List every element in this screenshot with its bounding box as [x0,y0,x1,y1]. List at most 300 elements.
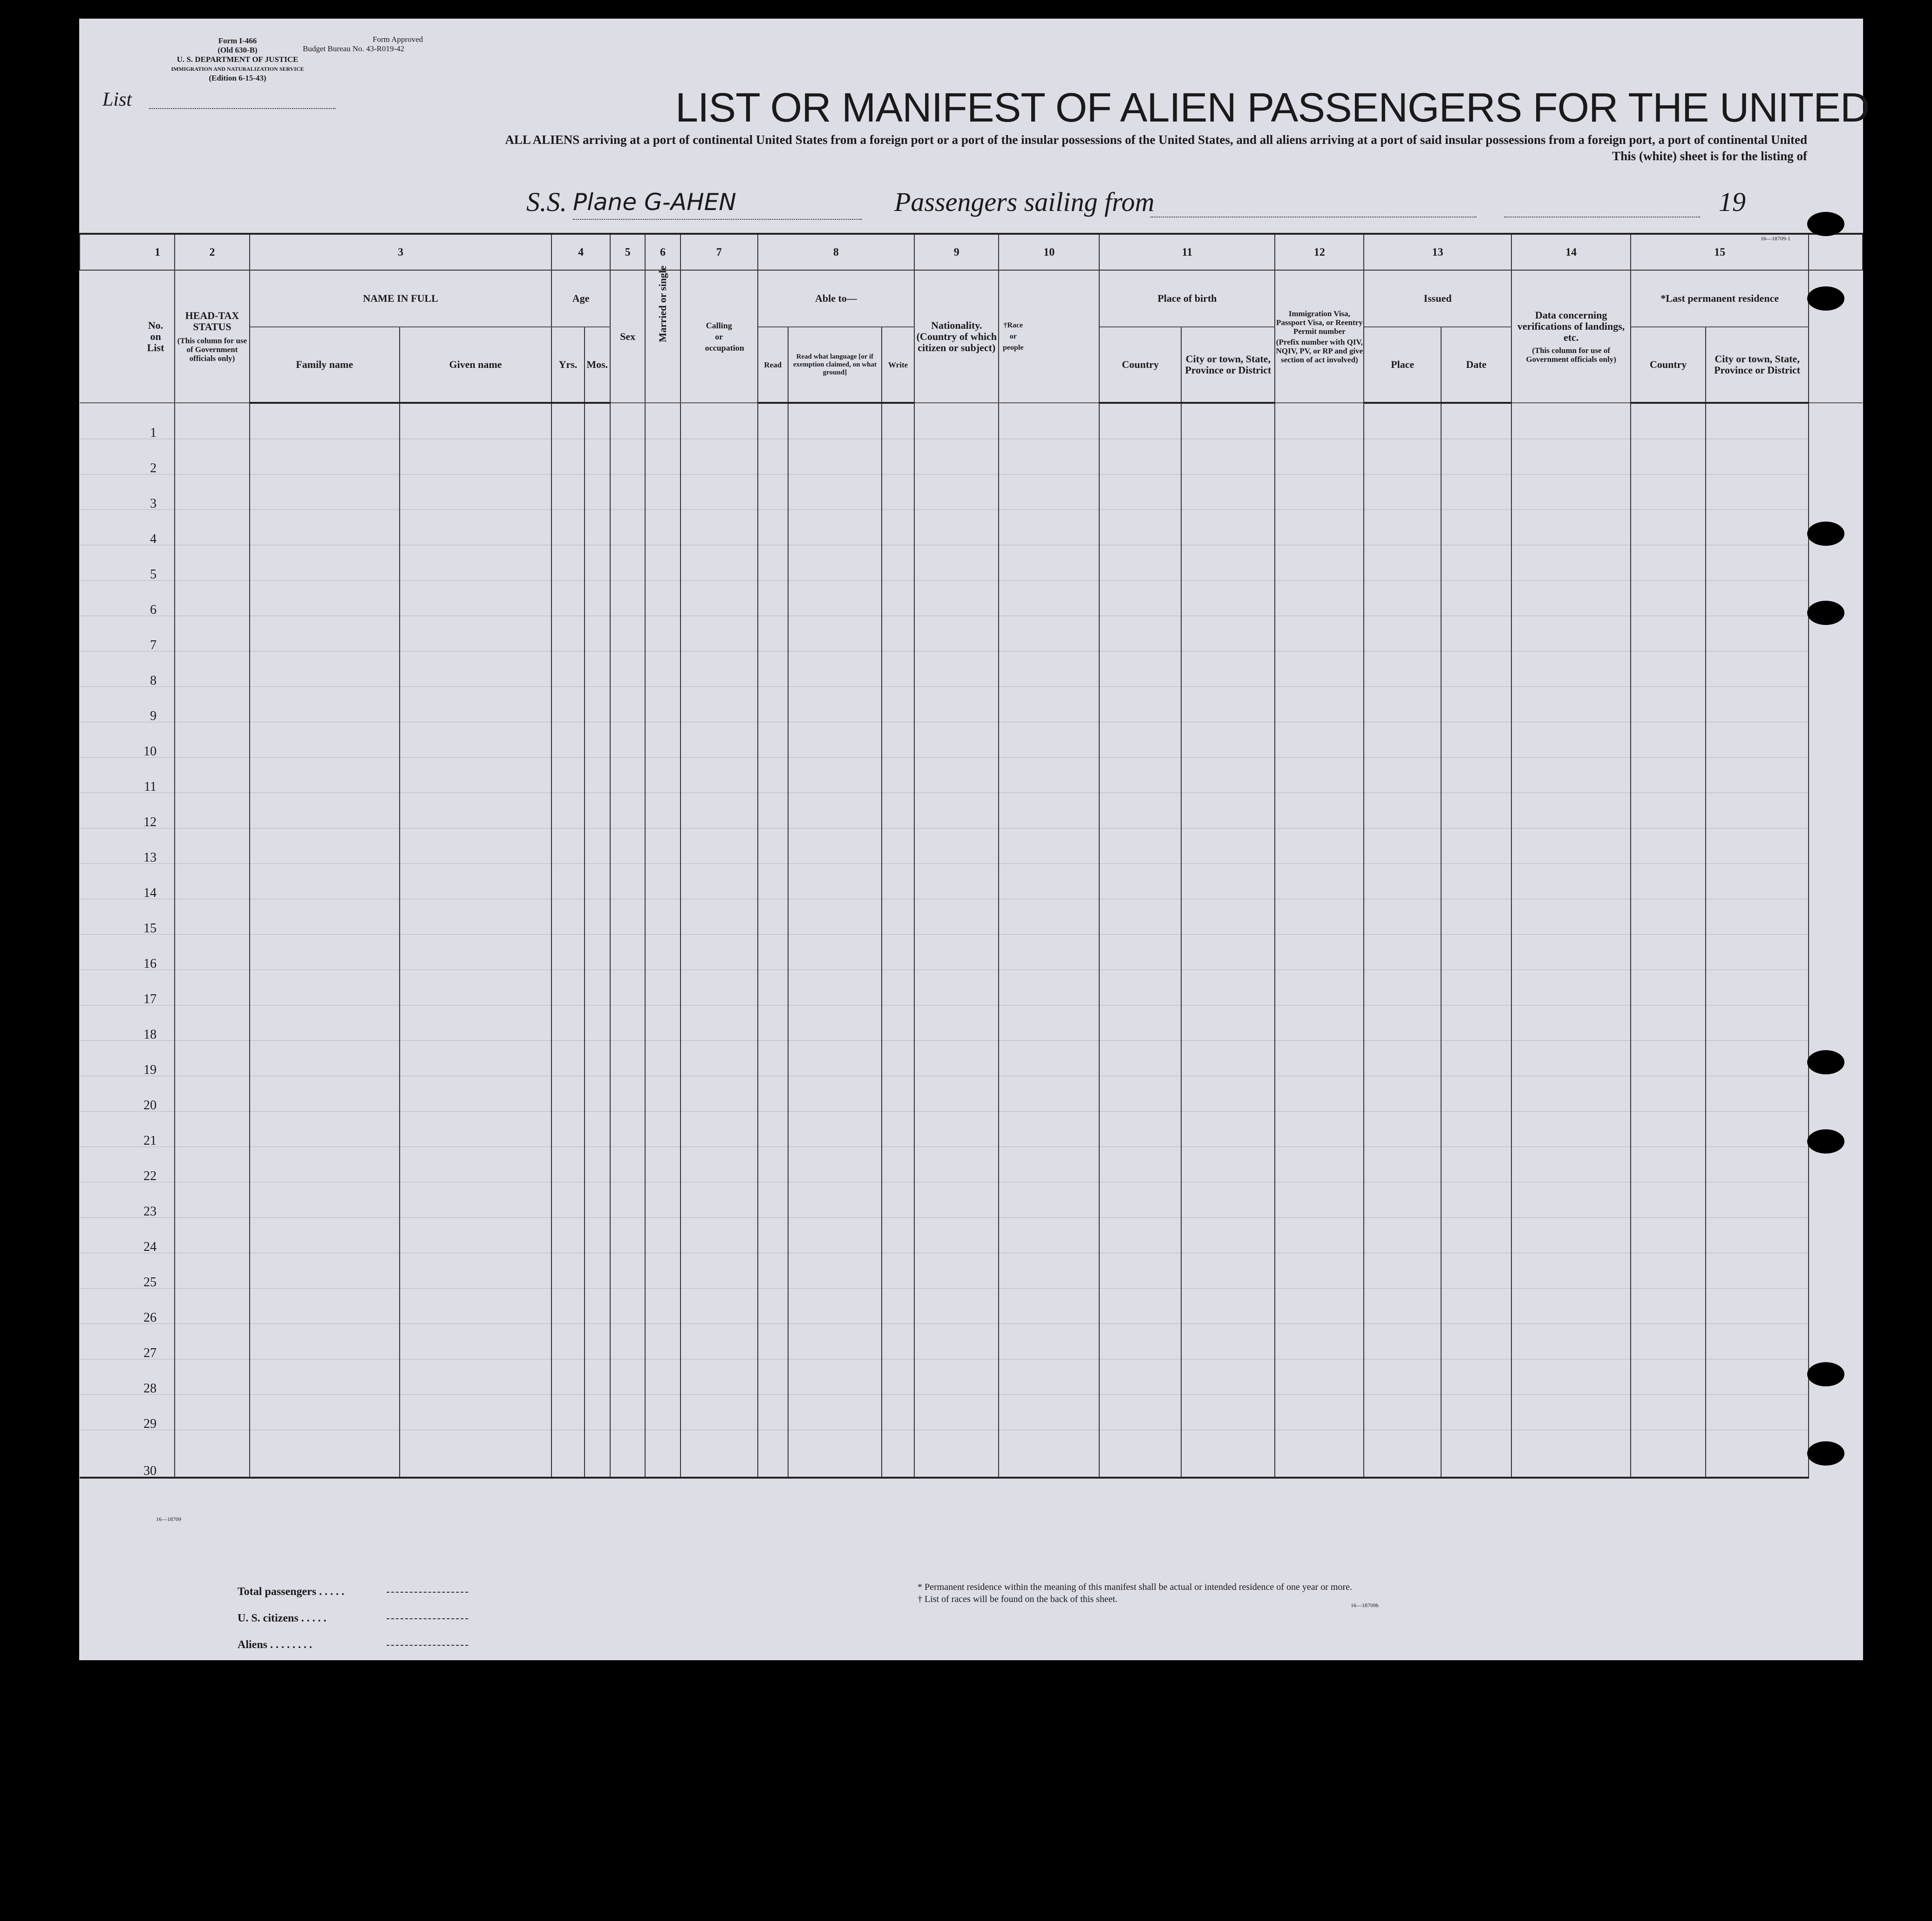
entry-cell[interactable] [1275,403,1364,439]
entry-cell[interactable] [551,1218,584,1253]
entry-cell[interactable] [1181,722,1275,758]
entry-cell[interactable] [999,510,1099,545]
entry-cell[interactable] [400,1147,552,1182]
entry-cell[interactable] [1275,1359,1364,1395]
entry-cell[interactable] [1441,652,1511,687]
entry-cell[interactable] [882,828,914,864]
entry-cell[interactable] [175,793,250,828]
entry-cell[interactable] [1706,935,1809,970]
entry-cell[interactable] [788,935,882,970]
entry-cell[interactable] [1706,1218,1809,1253]
entry-cell[interactable] [175,1324,250,1359]
entry-cell[interactable] [1364,1076,1441,1112]
entry-cell[interactable] [882,545,914,581]
entry-cell[interactable] [999,793,1099,828]
entry-cell[interactable] [400,1005,552,1041]
entry-cell[interactable] [645,1076,680,1112]
entry-cell[interactable] [1441,970,1511,1005]
entry-cell[interactable] [882,793,914,828]
entry-cell[interactable] [914,616,999,652]
entry-cell[interactable] [645,1359,680,1395]
entry-cell[interactable] [1511,793,1631,828]
entry-cell[interactable] [1099,1041,1181,1076]
entry-cell[interactable] [610,652,645,687]
entry-cell[interactable] [882,1430,914,1478]
entry-cell[interactable] [1441,1041,1511,1076]
entry-cell[interactable] [999,439,1099,475]
entry-cell[interactable] [1364,793,1441,828]
entry-cell[interactable] [585,1430,610,1478]
entry-cell[interactable] [1441,864,1511,899]
entry-cell[interactable] [758,1147,788,1182]
entry-cell[interactable] [250,1182,400,1218]
entry-cell[interactable] [585,403,610,439]
entry-cell[interactable] [758,510,788,545]
entry-cell[interactable] [400,1430,552,1478]
entry-cell[interactable] [1706,1041,1809,1076]
entry-cell[interactable] [1631,403,1706,439]
entry-cell[interactable] [645,1112,680,1147]
entry-cell[interactable] [882,1147,914,1182]
entry-cell[interactable] [1099,722,1181,758]
entry-cell[interactable] [1706,475,1809,510]
entry-cell[interactable] [680,581,758,616]
entry-cell[interactable] [585,545,610,581]
entry-cell[interactable] [175,403,250,439]
entry-cell[interactable] [175,652,250,687]
entry-cell[interactable] [758,722,788,758]
entry-cell[interactable] [914,1218,999,1253]
entry-cell[interactable] [1706,722,1809,758]
entry-cell[interactable] [400,475,552,510]
entry-cell[interactable] [1099,1112,1181,1147]
entry-cell[interactable] [1181,475,1275,510]
entry-cell[interactable] [1181,1041,1275,1076]
entry-cell[interactable] [610,970,645,1005]
entry-cell[interactable] [400,970,552,1005]
entry-cell[interactable] [914,1041,999,1076]
entry-cell[interactable] [1099,652,1181,687]
entry-cell[interactable] [1364,687,1441,722]
entry-cell[interactable] [1706,1182,1809,1218]
entry-cell[interactable] [999,616,1099,652]
entry-cell[interactable] [1099,403,1181,439]
entry-cell[interactable] [1181,935,1275,970]
entry-cell[interactable] [1275,722,1364,758]
entry-cell[interactable] [680,475,758,510]
entry-cell[interactable] [914,935,999,970]
entry-cell[interactable] [788,403,882,439]
entry-cell[interactable] [645,1395,680,1430]
entry-cell[interactable] [1706,793,1809,828]
entry-cell[interactable] [551,1005,584,1041]
entry-cell[interactable] [1511,1359,1631,1395]
entry-cell[interactable] [585,1289,610,1324]
entry-cell[interactable] [610,1005,645,1041]
entry-cell[interactable] [1441,1218,1511,1253]
entry-cell[interactable] [882,864,914,899]
entry-cell[interactable] [882,1218,914,1253]
entry-cell[interactable] [1511,1289,1631,1324]
entry-cell[interactable] [1364,1324,1441,1359]
entry-cell[interactable] [1275,581,1364,616]
entry-cell[interactable] [610,1289,645,1324]
entry-cell[interactable] [1181,439,1275,475]
entry-cell[interactable] [999,1324,1099,1359]
entry-cell[interactable] [1631,581,1706,616]
entry-cell[interactable] [610,758,645,793]
entry-cell[interactable] [400,1289,552,1324]
entry-cell[interactable] [1364,439,1441,475]
entry-cell[interactable] [1364,1430,1441,1478]
entry-cell[interactable] [1631,1395,1706,1430]
entry-cell[interactable] [1511,581,1631,616]
entry-cell[interactable] [1275,1005,1364,1041]
entry-cell[interactable] [1181,864,1275,899]
entry-cell[interactable] [999,1253,1099,1289]
entry-cell[interactable] [645,510,680,545]
entry-cell[interactable] [1364,652,1441,687]
entry-cell[interactable] [250,1359,400,1395]
entry-cell[interactable] [1275,439,1364,475]
entry-cell[interactable] [610,545,645,581]
entry-cell[interactable] [1631,793,1706,828]
entry-cell[interactable] [680,793,758,828]
entry-cell[interactable] [1511,722,1631,758]
entry-cell[interactable] [1706,581,1809,616]
entry-cell[interactable] [400,722,552,758]
entry-cell[interactable] [250,403,400,439]
entry-cell[interactable] [788,1005,882,1041]
entry-cell[interactable] [645,403,680,439]
entry-cell[interactable] [551,652,584,687]
entry-cell[interactable] [1706,1324,1809,1359]
entry-cell[interactable] [1441,545,1511,581]
entry-cell[interactable] [1181,828,1275,864]
entry-cell[interactable] [250,899,400,935]
entry-cell[interactable] [551,581,584,616]
entry-cell[interactable] [882,1359,914,1395]
entry-cell[interactable] [914,793,999,828]
entry-cell[interactable] [1099,1218,1181,1253]
entry-cell[interactable] [1099,616,1181,652]
entry-cell[interactable] [914,510,999,545]
entry-cell[interactable] [1511,510,1631,545]
entry-cell[interactable] [175,616,250,652]
entry-cell[interactable] [1364,758,1441,793]
entry-cell[interactable] [788,793,882,828]
entry-cell[interactable] [1511,1324,1631,1359]
entry-cell[interactable] [1099,1005,1181,1041]
entry-cell[interactable] [1511,1182,1631,1218]
entry-cell[interactable] [610,935,645,970]
entry-cell[interactable] [1511,616,1631,652]
entry-cell[interactable] [400,935,552,970]
entry-cell[interactable] [758,1289,788,1324]
entry-cell[interactable] [1706,1005,1809,1041]
entry-cell[interactable] [585,1324,610,1359]
entry-cell[interactable] [1631,545,1706,581]
entry-cell[interactable] [645,475,680,510]
entry-cell[interactable] [175,864,250,899]
entry-cell[interactable] [1631,1430,1706,1478]
entry-cell[interactable] [788,722,882,758]
entry-cell[interactable] [1511,1218,1631,1253]
entry-cell[interactable] [1706,1395,1809,1430]
entry-cell[interactable] [758,758,788,793]
entry-cell[interactable] [610,1359,645,1395]
entry-cell[interactable] [250,1005,400,1041]
entry-cell[interactable] [551,545,584,581]
entry-cell[interactable] [882,758,914,793]
entry-cell[interactable] [914,545,999,581]
entry-cell[interactable] [680,1430,758,1478]
entry-cell[interactable] [645,1324,680,1359]
entry-cell[interactable] [610,616,645,652]
entry-cell[interactable] [999,1395,1099,1430]
entry-cell[interactable] [1441,581,1511,616]
entry-cell[interactable] [999,758,1099,793]
entry-cell[interactable] [1441,439,1511,475]
entry-cell[interactable] [1275,510,1364,545]
entry-cell[interactable] [882,652,914,687]
entry-cell[interactable] [914,475,999,510]
entry-cell[interactable] [1181,1147,1275,1182]
entry-cell[interactable] [1631,828,1706,864]
entry-cell[interactable] [1099,793,1181,828]
entry-cell[interactable] [788,864,882,899]
entry-cell[interactable] [1275,1112,1364,1147]
entry-cell[interactable] [1441,1289,1511,1324]
entry-cell[interactable] [610,1112,645,1147]
entry-cell[interactable] [914,581,999,616]
entry-cell[interactable] [400,793,552,828]
entry-cell[interactable] [999,687,1099,722]
entry-cell[interactable] [680,1359,758,1395]
entry-cell[interactable] [882,1253,914,1289]
entry-cell[interactable] [1511,475,1631,510]
entry-cell[interactable] [788,1112,882,1147]
entry-cell[interactable] [585,687,610,722]
entry-cell[interactable] [400,1076,552,1112]
entry-cell[interactable] [882,970,914,1005]
entry-cell[interactable] [610,581,645,616]
entry-cell[interactable] [585,828,610,864]
entry-cell[interactable] [610,899,645,935]
entry-cell[interactable] [1631,899,1706,935]
entry-cell[interactable] [551,475,584,510]
entry-cell[interactable] [680,687,758,722]
entry-cell[interactable] [585,1147,610,1182]
entry-cell[interactable] [1511,899,1631,935]
entry-cell[interactable] [1511,545,1631,581]
entry-cell[interactable] [1364,403,1441,439]
entry-cell[interactable] [1099,1359,1181,1395]
entry-cell[interactable] [551,1112,584,1147]
entry-cell[interactable] [680,1395,758,1430]
entry-cell[interactable] [400,1253,552,1289]
entry-cell[interactable] [1099,1324,1181,1359]
entry-cell[interactable] [250,475,400,510]
entry-cell[interactable] [882,935,914,970]
entry-cell[interactable] [551,1076,584,1112]
entry-cell[interactable] [1181,758,1275,793]
entry-cell[interactable] [1364,1289,1441,1324]
entry-cell[interactable] [680,864,758,899]
entry-cell[interactable] [1181,545,1275,581]
entry-cell[interactable] [1181,1289,1275,1324]
entry-cell[interactable] [1511,828,1631,864]
entry-cell[interactable] [610,687,645,722]
entry-cell[interactable] [1181,899,1275,935]
entry-cell[interactable] [1181,1218,1275,1253]
entry-cell[interactable] [1706,510,1809,545]
entry-cell[interactable] [585,1041,610,1076]
entry-cell[interactable] [1099,970,1181,1005]
entry-cell[interactable] [788,545,882,581]
entry-cell[interactable] [680,510,758,545]
entry-cell[interactable] [882,581,914,616]
entry-cell[interactable] [585,475,610,510]
entry-cell[interactable] [680,1005,758,1041]
entry-cell[interactable] [999,1359,1099,1395]
entry-cell[interactable] [1181,403,1275,439]
entry-cell[interactable] [175,1005,250,1041]
entry-cell[interactable] [1706,1430,1809,1478]
entry-cell[interactable] [1631,475,1706,510]
entry-cell[interactable] [585,758,610,793]
entry-cell[interactable] [585,1359,610,1395]
entry-cell[interactable] [1441,1430,1511,1478]
entry-cell[interactable] [585,510,610,545]
entry-cell[interactable] [1706,687,1809,722]
entry-cell[interactable] [400,1359,552,1395]
entry-cell[interactable] [1099,510,1181,545]
entry-cell[interactable] [882,1324,914,1359]
entry-cell[interactable] [758,935,788,970]
entry-cell[interactable] [758,899,788,935]
entry-cell[interactable] [882,1005,914,1041]
entry-cell[interactable] [1099,828,1181,864]
entry-cell[interactable] [914,1324,999,1359]
entry-cell[interactable] [999,1289,1099,1324]
entry-cell[interactable] [1275,1147,1364,1182]
entry-cell[interactable] [999,545,1099,581]
entry-cell[interactable] [1441,1005,1511,1041]
aliens-field[interactable] [387,1645,468,1646]
entry-cell[interactable] [882,439,914,475]
entry-cell[interactable] [250,687,400,722]
entry-cell[interactable] [1099,1182,1181,1218]
entry-cell[interactable] [882,722,914,758]
entry-cell[interactable] [914,1253,999,1289]
entry-cell[interactable] [914,652,999,687]
entry-cell[interactable] [1364,1147,1441,1182]
entry-cell[interactable] [882,1076,914,1112]
entry-cell[interactable] [551,1430,584,1478]
entry-cell[interactable] [1099,439,1181,475]
entry-cell[interactable] [1706,864,1809,899]
entry-cell[interactable] [999,828,1099,864]
entry-cell[interactable] [914,403,999,439]
entry-cell[interactable] [400,545,552,581]
entry-cell[interactable] [1275,864,1364,899]
entry-cell[interactable] [914,1147,999,1182]
entry-cell[interactable] [1364,1112,1441,1147]
entry-cell[interactable] [400,1324,552,1359]
entry-cell[interactable] [1441,510,1511,545]
entry-cell[interactable] [882,616,914,652]
entry-cell[interactable] [250,1076,400,1112]
entry-cell[interactable] [999,970,1099,1005]
entry-cell[interactable] [1441,475,1511,510]
entry-cell[interactable] [882,1289,914,1324]
entry-cell[interactable] [1099,545,1181,581]
entry-cell[interactable] [999,899,1099,935]
entry-cell[interactable] [585,1005,610,1041]
entry-cell[interactable] [1364,864,1441,899]
entry-cell[interactable] [882,403,914,439]
entry-cell[interactable] [788,581,882,616]
entry-cell[interactable] [645,1218,680,1253]
entry-cell[interactable] [250,1289,400,1324]
entry-cell[interactable] [175,1359,250,1395]
entry-cell[interactable] [1511,1430,1631,1478]
entry-cell[interactable] [1364,1041,1441,1076]
entry-cell[interactable] [1275,652,1364,687]
entry-cell[interactable] [400,616,552,652]
entry-cell[interactable] [1511,1253,1631,1289]
entry-cell[interactable] [1631,970,1706,1005]
entry-cell[interactable] [250,758,400,793]
entry-cell[interactable] [175,1430,250,1478]
entry-cell[interactable] [788,1324,882,1359]
entry-cell[interactable] [610,510,645,545]
entry-cell[interactable] [1706,1147,1809,1182]
entry-cell[interactable] [758,1005,788,1041]
entry-cell[interactable] [1631,652,1706,687]
entry-cell[interactable] [788,1041,882,1076]
entry-cell[interactable] [1441,1395,1511,1430]
entry-cell[interactable] [1181,1395,1275,1430]
entry-cell[interactable] [1275,1076,1364,1112]
entry-cell[interactable] [680,439,758,475]
entry-cell[interactable] [758,616,788,652]
entry-cell[interactable] [1099,864,1181,899]
entry-cell[interactable] [999,1182,1099,1218]
entry-cell[interactable] [999,1076,1099,1112]
entry-cell[interactable] [1706,1112,1809,1147]
entry-cell[interactable] [1275,475,1364,510]
entry-cell[interactable] [551,616,584,652]
entry-cell[interactable] [680,970,758,1005]
entry-cell[interactable] [680,652,758,687]
entry-cell[interactable] [1441,687,1511,722]
entry-cell[interactable] [1631,1359,1706,1395]
entry-cell[interactable] [250,581,400,616]
entry-cell[interactable] [1631,439,1706,475]
entry-cell[interactable] [645,1147,680,1182]
entry-cell[interactable] [175,439,250,475]
entry-cell[interactable] [400,403,552,439]
entry-cell[interactable] [585,1253,610,1289]
entry-cell[interactable] [400,1395,552,1430]
entry-cell[interactable] [175,1147,250,1182]
entry-cell[interactable] [551,758,584,793]
entry-cell[interactable] [400,1182,552,1218]
entry-cell[interactable] [610,1430,645,1478]
entry-cell[interactable] [788,1076,882,1112]
